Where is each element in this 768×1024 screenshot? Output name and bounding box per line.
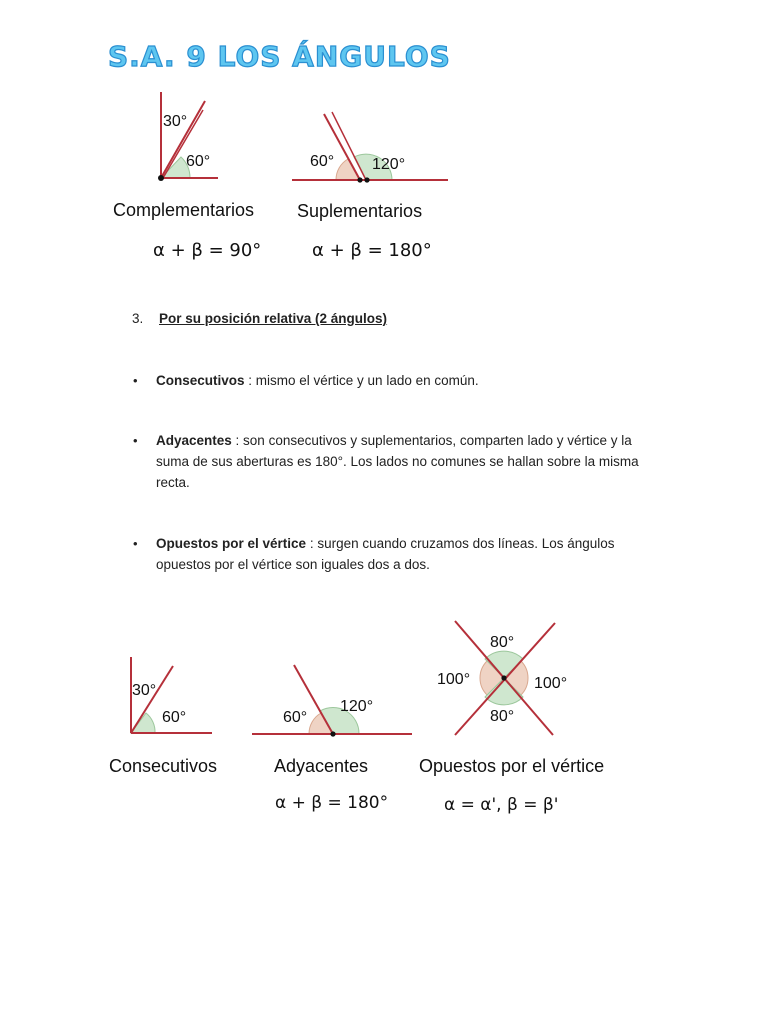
angle-label-80-bottom: 80°	[490, 708, 515, 725]
bullet-text: : surgen cuando cruzamos dos líneas. Los ángulos opuestos por el vértice son iguales dos a dos.	[156, 536, 615, 572]
bullet-text: : mismo el vértice y un lado en común.	[244, 373, 479, 388]
bullet-adyacentes	[156, 430, 666, 493]
supplementary-angles-figure	[292, 112, 448, 261]
angle-label-30: 30°	[163, 113, 188, 130]
angle-label-60: 60°	[283, 709, 308, 726]
vertex-dot	[364, 177, 369, 182]
section-number: 3.	[132, 311, 144, 326]
label-opuestos: Opuestos por el vértice	[419, 756, 605, 776]
formula-suplementarios: α + β = 180°	[312, 240, 432, 261]
formula-adyacentes: α + β = 180°	[275, 793, 389, 813]
vertex-dot	[158, 175, 164, 181]
angle-label-120: 120°	[340, 698, 374, 715]
formula-opuestos: α = α', β = β'	[444, 795, 559, 815]
bullet-consecutivos	[156, 370, 666, 391]
label-complementarios: Complementarios	[113, 200, 255, 220]
angle-label-120: 120°	[372, 156, 406, 173]
angle-label-60: 60°	[310, 153, 335, 170]
section-heading-text: Por su posición relativa (2 ángulos)	[159, 311, 388, 326]
vertex-dot	[330, 731, 335, 736]
angle-label-60: 60°	[162, 709, 187, 726]
angle-label-100-right: 100°	[534, 675, 568, 692]
label-adyacentes: Adyacentes	[274, 756, 369, 776]
angle-label-60: 60°	[186, 153, 211, 170]
bullet-term: Opuestos por el vértice	[156, 536, 307, 551]
adjacent-angles-figure	[252, 665, 412, 813]
page-title: S.A. 9 LOS ÁNGULOS	[108, 40, 451, 73]
vertex-dot	[357, 177, 362, 182]
angle-label-80-top: 80°	[490, 634, 515, 651]
section-heading	[132, 311, 387, 326]
angle-label-30: 30°	[132, 682, 157, 699]
angle-label-100-left: 100°	[437, 671, 471, 688]
label-suplementarios: Suplementarios	[297, 201, 423, 221]
label-consecutivos: Consecutivos	[109, 756, 218, 776]
vertex-dot	[501, 675, 506, 680]
bullet-opuestos	[156, 533, 666, 575]
angle-arc-60	[131, 713, 155, 733]
bullet-term: Consecutivos	[156, 373, 245, 388]
bullet-term: Adyacentes	[156, 433, 232, 448]
complementary-angles-figure	[113, 92, 261, 261]
consecutive-angles-figure	[109, 657, 217, 776]
formula-complementarios: α + β = 90°	[153, 240, 262, 261]
bullet-text: : son consecutivos y suplementarios, comparten lado y vértice y la suma de sus aberturas es 180°. Los lados no comunes se hallan sobre la misma recta.	[156, 433, 639, 490]
vertical-angles-figure	[419, 621, 604, 815]
